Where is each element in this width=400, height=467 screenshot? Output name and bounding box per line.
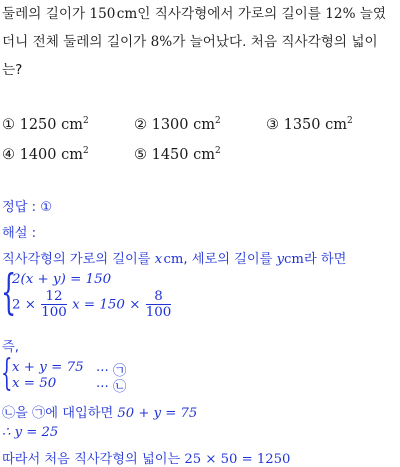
result-line: ∴ y = 25 xyxy=(2,425,59,440)
system-brace-2: { xyxy=(1,353,13,394)
option-4[interactable]: ④ 1400 $cm^2$ xyxy=(2,146,89,163)
equation-2: 2 × $\frac{12}{100}$ x = 150 × $\frac{8}{100}$ xyxy=(12,289,172,320)
question-line-2: 더니 전체 둘레의 길이가 8%가 늘어났다. 처음 직사각형의 넓이 xyxy=(2,34,378,50)
system-brace-1: { xyxy=(1,264,17,320)
solution-heading: 해설 : xyxy=(2,226,37,241)
equation-4-marker: ··· ㉡ xyxy=(96,380,127,395)
solution-step-1: 직사각형의 가로의 길이를 x cm, 세로의 길이를 ycm라 하면 xyxy=(2,252,347,267)
question-line-3: 는? xyxy=(2,62,23,78)
fraction-12-100: $\frac{12}{100}$ xyxy=(41,289,67,320)
question-line-1: 둘레의 길이가 150 cm인 직사각형에서 가로의 길이를 12% 늘였 xyxy=(2,6,387,22)
option-1[interactable]: ① 1250 $cm^2$ xyxy=(2,116,89,133)
then-label: 즉, xyxy=(2,340,19,355)
substitution-line: ㉡을 ㉠에 대입하면 50 + y = 75 xyxy=(2,406,198,421)
option-2[interactable]: ② 1300 $cm^2$ xyxy=(134,116,221,133)
equation-4: x = 50 xyxy=(12,376,57,391)
answer-line: 정답 : ① xyxy=(2,200,53,215)
equation-1: 2(x + y) = 150 xyxy=(12,272,112,287)
option-5[interactable]: ⑤ 1450 $cm^2$ xyxy=(134,146,221,163)
final-line: 따라서 처음 직사각형의 넓이는 25 × 50 = 1250 xyxy=(2,452,291,467)
option-3[interactable]: ③ 1350 $cm^2$ xyxy=(266,116,353,133)
equation-3: x + y = 75 xyxy=(12,360,84,375)
equation-3-marker: ··· ㉠ xyxy=(96,364,127,379)
fraction-8-100: $\frac{8}{100}$ xyxy=(145,289,172,320)
